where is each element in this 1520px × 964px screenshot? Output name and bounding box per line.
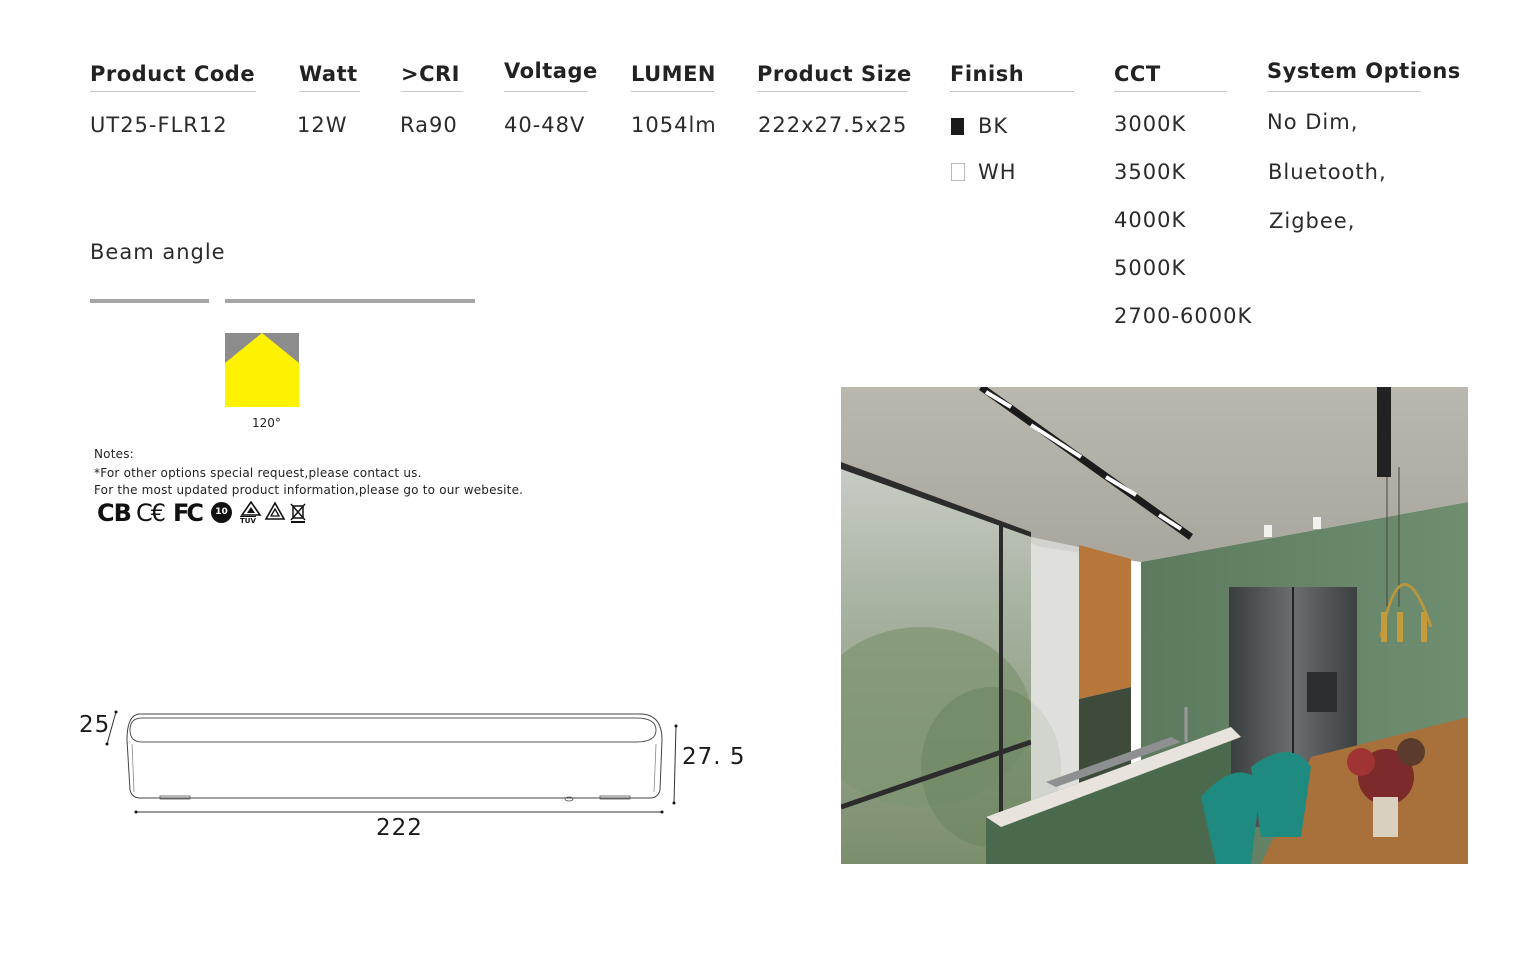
cct-item: 3000K — [1114, 112, 1187, 136]
cb-icon: CB — [97, 499, 131, 527]
header-divider — [1114, 91, 1227, 92]
finish-black-label: BK — [978, 114, 1009, 138]
header-product-code: Product Code — [90, 62, 256, 86]
beam-angle-icon — [225, 333, 299, 407]
header-divider — [1267, 91, 1421, 92]
system-option: No Dim, — [1267, 110, 1359, 134]
header-divider — [757, 91, 908, 92]
cct-item: 2700-6000K — [1114, 304, 1253, 328]
beam-angle-title: Beam angle — [90, 240, 226, 264]
cct-item: 3500K — [1114, 160, 1187, 184]
tuv-label: TÜV — [240, 517, 256, 525]
ce-icon: C€ — [136, 499, 165, 527]
system-option: Bluetooth, — [1268, 160, 1387, 184]
finish-white-swatch — [951, 163, 965, 181]
dimension-height: 27. 5 — [682, 744, 746, 770]
system-option: Zigbee, — [1269, 209, 1356, 233]
header-product-size: Product Size — [757, 62, 912, 86]
header-divider — [950, 91, 1074, 92]
header-divider — [90, 91, 256, 92]
header-system-options: System Options — [1267, 59, 1461, 83]
dimension-depth: 25 — [79, 712, 111, 738]
notes-line: *For other options special request,please contact us. — [94, 466, 422, 480]
header-cri: >CRI — [401, 62, 460, 86]
fcc-icon: FC — [173, 499, 202, 527]
product-dimension-drawing — [80, 700, 680, 830]
beam-divider — [225, 299, 475, 303]
dimension-length: 222 — [376, 815, 423, 841]
ten-year-icon: 10 — [211, 502, 232, 523]
cct-item: 4000K — [1114, 208, 1187, 232]
value-lumen: 1054lm — [631, 113, 717, 137]
notes-line: For the most updated product information,please go to our webesite. — [94, 483, 524, 497]
value-product-code: UT25-FLR12 — [90, 113, 228, 137]
weee-icon — [289, 501, 307, 524]
header-divider — [299, 91, 360, 92]
beam-angle-label: 120° — [252, 416, 281, 430]
value-product-size: 222x27.5x25 — [758, 113, 908, 137]
cct-item: 5000K — [1114, 256, 1187, 280]
recycle-icon — [264, 501, 286, 523]
header-finish: Finish — [950, 62, 1025, 86]
header-lumen: LUMEN — [631, 62, 717, 86]
finish-black-swatch — [951, 118, 964, 135]
beam-divider — [90, 299, 209, 303]
header-divider — [631, 91, 714, 92]
header-divider — [401, 91, 463, 92]
header-divider — [504, 91, 588, 92]
value-voltage: 40-48V — [504, 113, 586, 137]
installation-photo — [841, 387, 1468, 864]
header-cct: CCT — [1114, 62, 1161, 86]
header-voltage: Voltage — [504, 59, 598, 83]
notes-title: Notes: — [94, 447, 134, 461]
value-cri: Ra90 — [400, 113, 458, 137]
finish-white-label: WH — [978, 160, 1017, 184]
header-watt: Watt — [299, 62, 358, 86]
value-watt: 12W — [297, 113, 348, 137]
